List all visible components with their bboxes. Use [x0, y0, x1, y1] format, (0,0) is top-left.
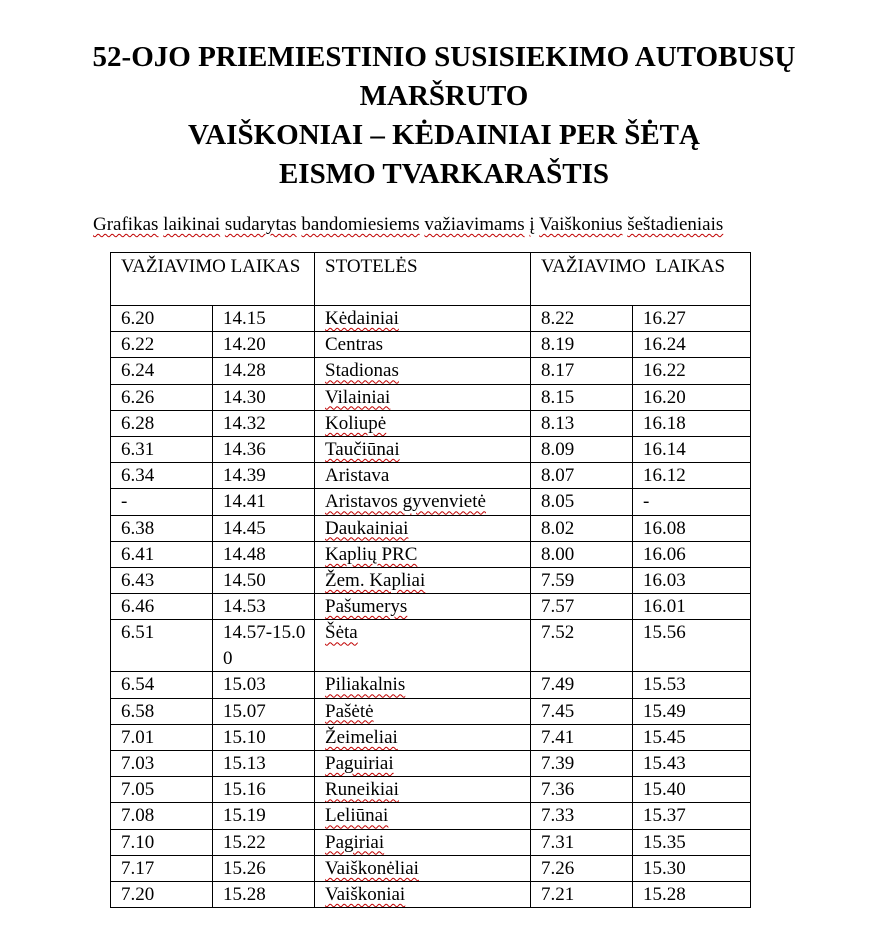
time-out-afternoon: 14.50	[213, 568, 315, 594]
time-back-afternoon: 15.40	[633, 777, 751, 803]
stop-name	[315, 489, 531, 515]
time-out-morning: 7.05	[111, 777, 213, 803]
time-back-morning: 7.45	[531, 698, 633, 724]
time-back-morning: 7.41	[531, 724, 633, 750]
table-row	[111, 358, 751, 384]
time-back-afternoon: 16.01	[633, 594, 751, 620]
time-back-morning: 7.31	[531, 829, 633, 855]
note-word: laikinai	[163, 214, 221, 235]
time-back-morning: 8.22	[531, 306, 633, 332]
time-out-morning: 7.03	[111, 751, 213, 777]
table-row	[111, 568, 751, 594]
time-out-morning: 6.38	[111, 515, 213, 541]
table-row	[111, 777, 751, 803]
schedule-note	[93, 213, 723, 237]
note-word: Vaiškonius	[539, 214, 623, 235]
time-out-morning: 6.41	[111, 541, 213, 567]
stop-name	[315, 672, 531, 698]
table-row	[111, 515, 751, 541]
time-out-morning: 6.58	[111, 698, 213, 724]
stop-label: Centras	[325, 334, 384, 356]
stop-label: Aristavos gyvenvietė	[325, 491, 486, 513]
time-out-morning: -	[111, 489, 213, 515]
table-row	[111, 751, 751, 777]
time-out-morning: 6.22	[111, 332, 213, 358]
stop-label: Vaiškonėliai	[325, 857, 419, 879]
table-row	[111, 698, 751, 724]
stop-name	[315, 724, 531, 750]
header-stops: STOTELĖS	[315, 253, 531, 306]
document-title	[0, 38, 888, 194]
time-back-afternoon: 16.14	[633, 437, 751, 463]
stop-label: Aristava	[325, 465, 390, 487]
stop-name	[315, 437, 531, 463]
time-back-afternoon: 16.03	[633, 568, 751, 594]
stop-name	[315, 882, 531, 908]
stop-label: Žeimeliai	[325, 726, 398, 748]
note-word: važiavimams	[424, 214, 525, 235]
time-out-morning: 7.01	[111, 724, 213, 750]
stop-name	[315, 829, 531, 855]
stop-name	[315, 306, 531, 332]
time-out-afternoon: 14.36	[213, 437, 315, 463]
time-out-afternoon: 14.53	[213, 594, 315, 620]
time-back-afternoon: 15.28	[633, 882, 751, 908]
note-word: šeštadieniais	[627, 214, 724, 235]
table-row	[111, 437, 751, 463]
time-back-afternoon: -	[633, 489, 751, 515]
time-out-afternoon: 14.57-15.00	[213, 620, 315, 672]
stop-name	[315, 515, 531, 541]
time-back-afternoon: 15.56	[633, 620, 751, 672]
time-out-afternoon: 14.20	[213, 332, 315, 358]
stop-label: Leliūnai	[325, 805, 389, 827]
header-departure-time: VAŽIAVIMO LAIKAS	[111, 253, 315, 306]
time-back-afternoon: 15.30	[633, 855, 751, 881]
stop-label: Pašumerys	[325, 596, 408, 618]
time-out-afternoon: 14.32	[213, 410, 315, 436]
time-out-morning: 7.17	[111, 855, 213, 881]
time-out-morning: 6.26	[111, 384, 213, 410]
time-back-morning: 8.07	[531, 463, 633, 489]
stop-name	[315, 803, 531, 829]
note-word: bandomiesiems	[301, 214, 420, 235]
time-back-afternoon: 15.45	[633, 724, 751, 750]
time-back-afternoon: 16.20	[633, 384, 751, 410]
stop-label: Taučiūnai	[325, 439, 400, 461]
table-row	[111, 541, 751, 567]
header-return-time: VAŽIAVIMO LAIKAS	[531, 253, 751, 306]
table-header-row	[111, 253, 751, 306]
time-out-afternoon: 15.16	[213, 777, 315, 803]
time-back-afternoon: 16.24	[633, 332, 751, 358]
time-out-morning: 6.24	[111, 358, 213, 384]
time-out-morning: 7.20	[111, 882, 213, 908]
stop-label: Paguiriai	[325, 753, 394, 775]
table-row	[111, 332, 751, 358]
time-back-afternoon: 15.43	[633, 751, 751, 777]
stop-label: Kėdainiai	[325, 308, 399, 329]
stop-name	[315, 410, 531, 436]
stop-name	[315, 620, 531, 672]
time-back-morning: 7.39	[531, 751, 633, 777]
stop-label: Koliupė	[325, 412, 387, 434]
time-out-morning: 7.10	[111, 829, 213, 855]
time-back-morning: 7.36	[531, 777, 633, 803]
table-row	[111, 724, 751, 750]
title-line-3: VAIŠKONIAI – KĖDAINIAI PER ŠĖTĄ	[188, 119, 700, 151]
time-back-afternoon: 16.08	[633, 515, 751, 541]
time-back-afternoon: 15.53	[633, 672, 751, 698]
time-back-morning: 7.33	[531, 803, 633, 829]
table-row	[111, 463, 751, 489]
time-back-afternoon: 16.12	[633, 463, 751, 489]
title-line-2: MARŠRUTO	[359, 80, 529, 112]
time-back-morning: 8.09	[531, 437, 633, 463]
stop-name	[315, 751, 531, 777]
time-back-afternoon: 15.49	[633, 698, 751, 724]
stop-name	[315, 541, 531, 567]
time-back-morning: 8.00	[531, 541, 633, 567]
time-back-afternoon: 16.06	[633, 541, 751, 567]
time-back-morning: 7.57	[531, 594, 633, 620]
stop-label: Žem. Kapliai	[325, 570, 426, 592]
time-out-afternoon: 15.28	[213, 882, 315, 908]
title-line-1: 52-OJO PRIEMIESTINIO SUSISIEKIMO AUTOBUSŲ	[92, 41, 796, 73]
note-word: sudarytas	[224, 214, 297, 235]
time-out-afternoon: 14.41	[213, 489, 315, 515]
time-out-afternoon: 15.26	[213, 855, 315, 881]
table-row	[111, 410, 751, 436]
timetable	[110, 252, 751, 908]
time-out-afternoon: 15.03	[213, 672, 315, 698]
time-back-morning: 7.21	[531, 882, 633, 908]
note-word: į	[529, 214, 535, 235]
time-out-afternoon: 15.22	[213, 829, 315, 855]
time-back-afternoon: 15.35	[633, 829, 751, 855]
time-back-afternoon: 16.22	[633, 358, 751, 384]
time-out-morning: 6.54	[111, 672, 213, 698]
time-back-morning: 8.19	[531, 332, 633, 358]
time-out-morning: 6.43	[111, 568, 213, 594]
stop-label: Runeikiai	[325, 779, 399, 801]
time-back-afternoon: 15.37	[633, 803, 751, 829]
table-row	[111, 882, 751, 908]
time-back-morning: 7.52	[531, 620, 633, 672]
stop-name	[315, 332, 531, 358]
time-out-afternoon: 15.19	[213, 803, 315, 829]
time-out-morning: 6.20	[111, 306, 213, 332]
time-out-morning: 6.31	[111, 437, 213, 463]
time-out-afternoon: 15.07	[213, 698, 315, 724]
time-out-morning: 6.28	[111, 410, 213, 436]
table-row	[111, 672, 751, 698]
stop-label: Kaplių PRC	[325, 543, 418, 565]
stop-name	[315, 698, 531, 724]
table-row	[111, 306, 751, 332]
time-out-afternoon: 14.45	[213, 515, 315, 541]
stop-name	[315, 358, 531, 384]
time-out-morning: 6.46	[111, 594, 213, 620]
stop-label: Šėta	[325, 622, 358, 644]
stop-label: Vilainiai	[325, 386, 391, 408]
time-out-afternoon: 14.39	[213, 463, 315, 489]
time-out-morning: 7.08	[111, 803, 213, 829]
time-out-afternoon: 14.15	[213, 306, 315, 332]
table-row	[111, 803, 751, 829]
table-row	[111, 489, 751, 515]
table-row	[111, 594, 751, 620]
time-back-morning: 8.13	[531, 410, 633, 436]
stop-name	[315, 568, 531, 594]
time-back-afternoon: 16.27	[633, 306, 751, 332]
time-out-morning: 6.51	[111, 620, 213, 672]
stop-label: Pagiriai	[325, 831, 385, 853]
stop-name	[315, 594, 531, 620]
time-back-morning: 8.17	[531, 358, 633, 384]
time-back-morning: 7.59	[531, 568, 633, 594]
time-out-afternoon: 15.10	[213, 724, 315, 750]
time-out-afternoon: 14.48	[213, 541, 315, 567]
stop-label: Stadionas	[325, 360, 399, 382]
table-row	[111, 855, 751, 881]
time-back-morning: 8.02	[531, 515, 633, 541]
table-row	[111, 620, 751, 672]
time-out-afternoon: 14.30	[213, 384, 315, 410]
stop-label: Daukainiai	[325, 517, 409, 539]
time-back-morning: 7.49	[531, 672, 633, 698]
stop-label: Piliakalnis	[325, 674, 406, 696]
stop-name	[315, 777, 531, 803]
table-row	[111, 829, 751, 855]
stop-name	[315, 855, 531, 881]
title-line-4: EISMO TVARKARAŠTIS	[278, 158, 610, 190]
note-word: Grafikas	[93, 214, 159, 235]
stop-name	[315, 463, 531, 489]
stop-name	[315, 384, 531, 410]
stop-label: Vaiškoniai	[325, 884, 406, 906]
time-out-afternoon: 15.13	[213, 751, 315, 777]
time-back-morning: 8.05	[531, 489, 633, 515]
table-row	[111, 384, 751, 410]
time-back-morning: 8.15	[531, 384, 633, 410]
time-out-afternoon: 14.28	[213, 358, 315, 384]
time-out-morning: 6.34	[111, 463, 213, 489]
stop-label: Pašėtė	[325, 700, 374, 722]
time-back-afternoon: 16.18	[633, 410, 751, 436]
time-back-morning: 7.26	[531, 855, 633, 881]
